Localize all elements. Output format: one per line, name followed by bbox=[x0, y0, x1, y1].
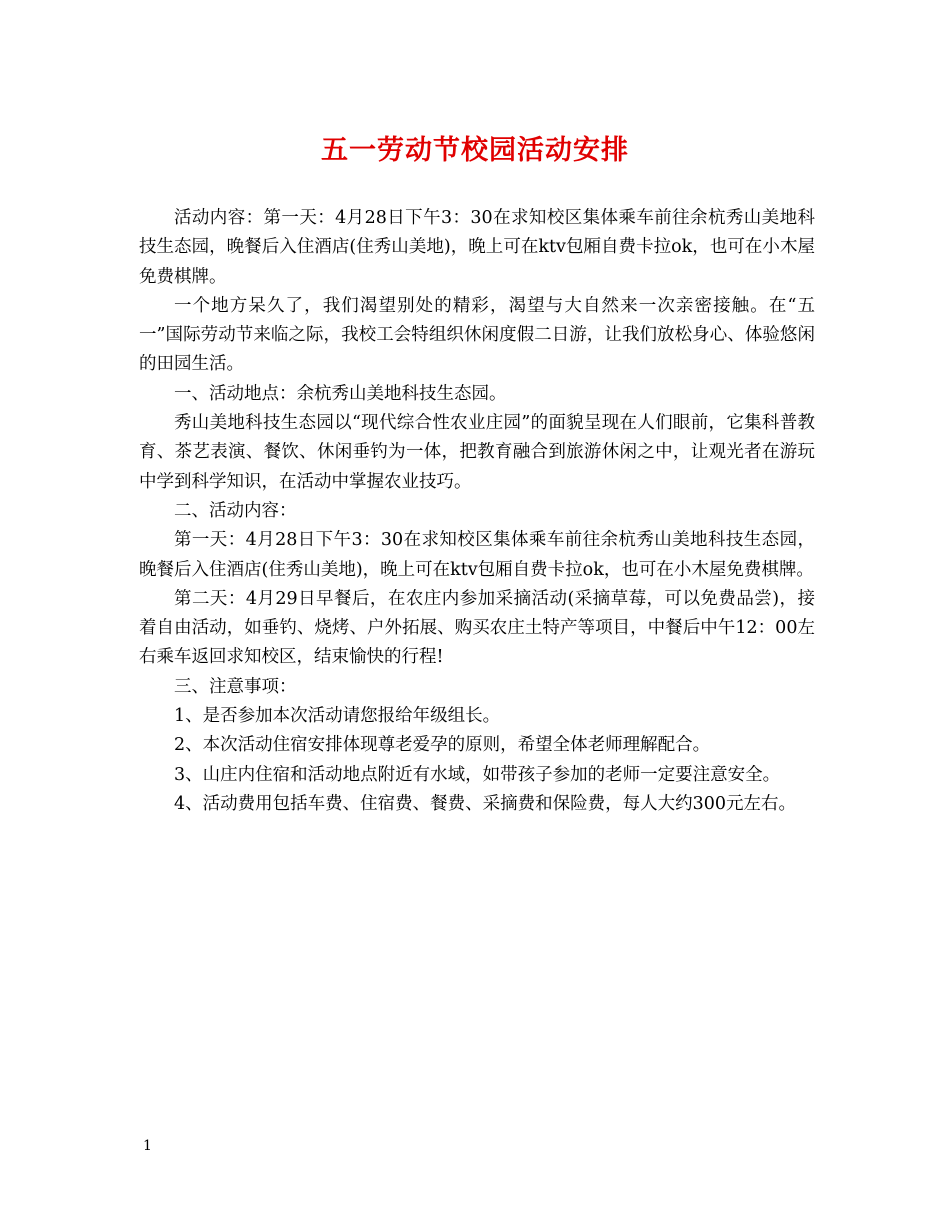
document-title: 五一劳动节校园活动安排 bbox=[321, 135, 629, 166]
section-heading-notes: 三、注意事项： bbox=[174, 676, 297, 697]
paragraph-location-description: 秀山美地科技生态园以“现代综合性农业庄园”的面貌呈现在人们眼前，它集科普教育、茶艺表演、餐饮、休闲垂钓为一体，把教育融合到旅游休闲之中，让观光者在游玩中学到科学知识，在活动中掌握农业技巧。 bbox=[139, 413, 815, 492]
note-item-1: 1、是否参加本次活动请您报给年级组长。 bbox=[174, 706, 501, 727]
note-item-4: 4、活动费用包括车费、住宿费、餐费、采摘费和保险费，每人大约300元左右。 bbox=[174, 793, 797, 814]
paragraph-introduction: 一个地方呆久了，我们渴望别处的精彩，渴望与大自然来一次亲密接触。在“五一”国际劳动节来临之际，我校工会特组织休闲度假二日游，让我们放松身心、体验悠闲的田园生活。 bbox=[139, 295, 815, 375]
page-number: 1 bbox=[143, 1138, 152, 1154]
note-item-2: 2、本次活动住宿安排体现尊老爱孕的原则，希望全体老师理解配合。 bbox=[174, 735, 711, 756]
note-item-3: 3、山庄内住宿和活动地点附近有水域，如带孩子参加的老师一定要注意安全。 bbox=[174, 764, 781, 785]
paragraph-day-one: 第一天：4月28日下午3：30在求知校区集体乘车前往余杭秀山美地科技生态园，晚餐后入住酒店(住秀山美地)，晚上可在ktv包厢自费卡拉ok，也可在小木屋免费棋牌。 bbox=[139, 530, 815, 580]
paragraph-day-two: 第二天：4月29日早餐后，在农庄内参加采摘活动(采摘草莓，可以免费品尝)，接着自由活动，如垂钓、烧烤、户外拓展、购买农庄土特产等项目，中餐后中午12：00左右乘车返回求知校区，结束愉快的行程! bbox=[139, 588, 815, 668]
section-heading-location: 一、活动地点：余杭秀山美地科技生态园。 bbox=[174, 383, 507, 404]
section-heading-content: 二、活动内容： bbox=[174, 500, 297, 521]
document-body bbox=[139, 204, 815, 819]
paragraph-activity-summary: 活动内容：第一天：4月28日下午3：30在求知校区集体乘车前往余杭秀山美地科技生态园，晚餐后入住酒店(住秀山美地)，晚上可在ktv包厢自费卡拉ok，也可在小木屋免费棋牌。 bbox=[139, 208, 815, 287]
